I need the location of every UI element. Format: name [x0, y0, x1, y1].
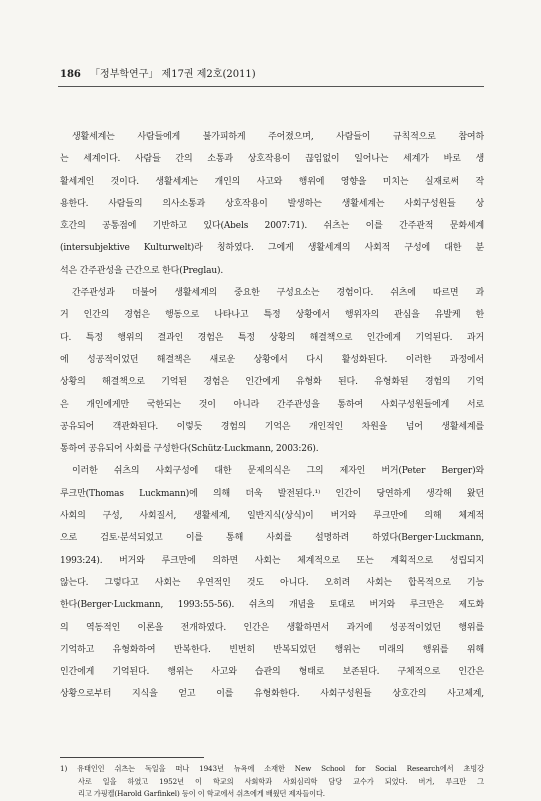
text-line: 공유되어 객관화된다. 이렇듯 경험의 기억은 개인적인 차원을 넘어 생활세계를 — [60, 421, 484, 432]
text-line: 간주관성과 더불어 생활세계의 중요한 구성요소는 경험이다. 쉬츠에 따르면 과 — [72, 288, 484, 299]
text-line: 에 성공적이었던 해결책은 새로운 상황에서 다시 활성화된다. 이러한 과정에서 — [60, 354, 484, 365]
footnote-line: 1) 유태인인 쉬츠는 독일을 떠나 1943년 뉴욕에 소재한 New School for Social Research에서 초빙강 — [60, 764, 484, 773]
text-line: 한다(Berger·Luckmann, 1993:55-56). 쉬츠의 개념을 토대로 버거와 루크만은 제도화 — [60, 600, 484, 611]
text-line: (intersubjektive Kulturwelt)라 칭하였다. 그에게 생활세계의 사회적 구성에 대한 분 — [60, 243, 484, 254]
footnote-line: 리고 가핑켈(Harold Garfinkel) 등이 이 학교에서 쉬츠에게 배웠던 제자들이다. — [78, 789, 325, 798]
running-header — [60, 68, 480, 82]
text-line: 인간에게 기억된다. 행위는 사고와 습관의 형태로 보존된다. 구체적으로 인간은 — [60, 667, 484, 678]
footnote-line: 사로 일을 하였고 1952년 이 학교의 사회학과 사회심리학 담당 교수가 되었다. 버거, 루크만 그 — [78, 776, 484, 786]
text-line: 호간의 공통점에 기반하고 있다(Abels 2007:71). 쉬츠는 이를 간주관적 문화세계 — [60, 221, 484, 232]
text-line: 용한다. 사람들의 의사소통과 상호작용이 발생하는 생활세계는 사회구성원들 상 — [60, 198, 484, 209]
text-line: 이러한 쉬츠의 사회구성에 대한 문제의식은 그의 제자인 버거(Peter Berger)와 — [72, 466, 484, 477]
header-divider — [58, 86, 484, 87]
text-line: 루크만(Thomas Luckmann)에 의해 더욱 발전된다.¹⁾ 인간이 당연하게 생각해 왔던 — [60, 488, 484, 499]
text-line: 사회의 구성, 사회질서, 생활세계, 일반지식(상식)이 버거와 루크만에 의해 체계적 — [60, 511, 484, 522]
body-text — [60, 126, 484, 706]
text-line: 상황으로부터 지식을 얻고 이를 유형화한다. 사회구성원들 상호간의 사고체계, — [60, 689, 484, 700]
text-line: 통하여 공유되어 사회를 구성한다(Schütz·Luckmann, 2003:26). — [60, 444, 319, 455]
text-line: 생활세계는 사람들에게 불가피하게 주어졌으며, 사람들이 규칙적으로 참여하 — [72, 132, 484, 142]
text-line: 기억하고 유형화하여 반복한다. 빈번히 반복되었던 행위는 미래의 행위를 위해 — [60, 644, 484, 655]
text-line: 거 인간의 경험은 행동으로 나타나고 특정 상황에서 행위자의 관심을 유발케 한 — [60, 310, 484, 321]
text-line: 는 세계이다. 사람들 간의 소통과 상호작용이 끊임없이 일어나는 세계가 바로 생 — [60, 154, 484, 165]
page-number: 186 — [60, 69, 81, 80]
footnote — [60, 763, 484, 801]
footnote-divider — [60, 757, 204, 758]
text-line: 상황의 해결책으로 기억된 경험은 인간에게 유형화 된다. 유형화된 경험의 기억 — [60, 377, 484, 388]
text-line: 않는다. 그렇다고 사회는 우연적인 것도 아니다. 오히려 사회는 합목적으로 기능 — [60, 577, 484, 588]
text-line: 석은 간주관성을 근간으로 한다(Preglau). — [60, 265, 224, 276]
text-line: 으로 검토·분석되었고 이를 통해 사회를 설명하려 하였다(Berger·Luckmann, — [60, 533, 484, 544]
text-line: 1993:24). 버거와 루크만에 의하면 사회는 체계적으로 또는 계획적으로 성립되지 — [60, 555, 484, 566]
text-line: 의 역동적인 이론을 전개하였다. 인간은 생활하면서 과거에 성공적이었던 행위를 — [60, 622, 484, 633]
journal-title: 「정부학연구」 제17권 제2호(2011) — [90, 69, 256, 80]
text-line: 다. 특정 행위의 결과인 경험은 특정 상황의 해결책으로 인간에게 기억된다. 과거 — [60, 332, 484, 343]
text-line: 은 개인에게만 국한되는 것이 아니라 간주관성을 통하여 사회구성원들에게 서로 — [60, 399, 484, 410]
text-line: 활세계인 것이다. 생활세계는 개인의 사고와 행위에 영향을 미치는 실재로써 작 — [60, 176, 484, 187]
